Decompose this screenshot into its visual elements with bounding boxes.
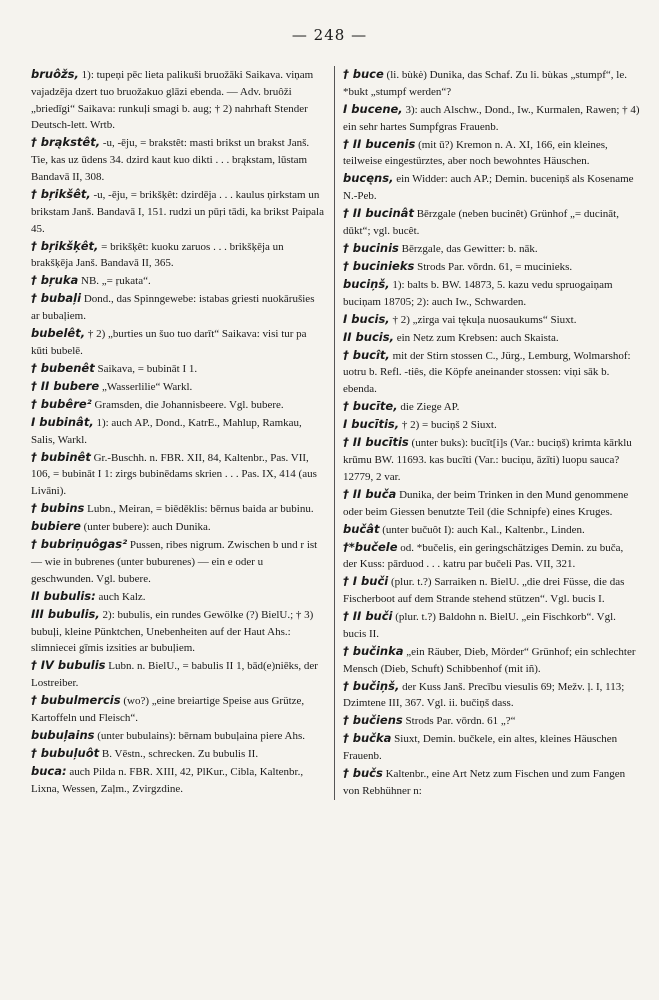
dictionary-entry — [31, 272, 325, 290]
right-column — [334, 66, 640, 800]
entry-headword: † II bucītis — [343, 435, 409, 450]
entry-headword: † bubins — [31, 501, 85, 516]
entry-text: Gramsden, die Johannisbeere. Vgl. bubere. — [91, 398, 284, 411]
entry-text: 1): tupeņi pēc lieta palikuši bruožāki Saikava. viņam vajadzēja dzert tuo bruožakuo glāzi ebenda. — Adv. bruôži „briedīgi“ Saikava: runkuļi smagi b. aug; † 2) nahrhaft Stender Deutsch-lett. Wrtb. — [31, 69, 314, 132]
entry-headword: † bubulmercis — [31, 693, 121, 708]
entry-headword: † bubêre² — [31, 396, 92, 411]
dictionary-entry — [31, 727, 325, 745]
entry-text: Siuxt, Demin. bučkele, ein altes, kleines Häuschen Frauenb. — [343, 733, 618, 763]
dictionary-entry — [343, 678, 640, 713]
entry-text: 3): auch Alschw., Dond., Iw., Kurmalen, Rawen; † 4) ein sehr hartes Sumpfgras Frauenb. — [343, 103, 640, 133]
dictionary-entry — [343, 311, 640, 329]
entry-text: (unter bubere): auch Dunika. — [80, 521, 211, 534]
dictionary-entry — [343, 276, 640, 311]
entry-headword: † brąkstêt, — [31, 135, 101, 150]
dictionary-entry — [31, 186, 325, 237]
entry-text: 1): balts b. BW. 14873, 5. kazu vedu spruogaiņam buciņam 18705; 2): auch Iw., Schwarden. — [343, 278, 613, 308]
entry-headword: † bubaļi — [31, 291, 82, 306]
entry-text: (li. bùkė) Dunika, das Schaf. Zu li. bùkas „stumpf“, le. *bukt „stumpf werden“? — [343, 69, 627, 98]
entry-text: Dunika, der beim Trinken in den Mund genommene oder beim Giessen benutzte Teil (die Schnipfe) eines Kruges. — [343, 488, 629, 518]
entry-headword: † II buča — [343, 486, 397, 501]
entry-text: Kaltenbr., eine Art Netz zum Fischen und zum Fangen von Rebhühner n: — [343, 768, 626, 797]
entry-headword: I bucītis, — [343, 417, 400, 432]
entry-text: NB. „= ŗukata“. — [78, 275, 151, 288]
entry-headword: † bubuļuôt — [31, 745, 100, 760]
dictionary-entry — [343, 643, 640, 678]
entry-text: 2): bubulis, ein rundes Gewölke (?) BielU.; † 3) bubuļi, kleine Pünktchen, Unebenheiten auf der Haut Ahs.: slimniecei gīmis izsities ar bubuļiem. — [31, 608, 314, 655]
dictionary-entry — [343, 486, 640, 521]
entry-text: (wo?) „eine breiartige Speise aus Grütze, Kartoffeln und Fleisch“. — [31, 695, 305, 724]
entry-headword: † bučka — [343, 731, 392, 746]
entry-text: ein Netz zum Krebsen: auch Skaista. — [393, 331, 559, 344]
entry-text: der Kuss Janš. Precību viesulis 69; Mežv. ļ. I, 113; Dzimtene III, 367. Vgl. ii. bučiņš dass. — [343, 680, 625, 710]
dictionary-entry — [31, 66, 325, 134]
dictionary-entry — [343, 608, 640, 643]
entry-text: Bērzgale (neben bucinêt) Grünhof „= ducināt, dūkt“; vgl. bucêt. — [343, 208, 619, 237]
entry-headword: II bucis, — [343, 329, 394, 344]
dictionary-entry — [343, 101, 640, 136]
dictionary-entry — [31, 238, 325, 273]
entry-headword: † bŗikšêt, — [31, 186, 91, 201]
dictionary-entry — [343, 136, 640, 171]
dictionary-entry — [31, 325, 325, 360]
dictionary-entry — [343, 347, 640, 398]
dictionary-entry — [343, 66, 640, 101]
entry-text: „Wasserlilie“ Warkl. — [99, 380, 193, 393]
entry-headword: buciņš, — [343, 276, 390, 291]
entry-text: Bērzgale, das Gewitter: b. nāk. — [398, 242, 538, 255]
entry-headword: † buce — [343, 67, 384, 81]
entry-headword: bučât — [343, 521, 380, 536]
entry-text: † 2) = buciņš 2 Siuxt. — [399, 419, 497, 432]
dictionary-entry — [343, 240, 640, 258]
entry-text: Pussen, ribes nigrum. Zwischen b und r ist — wie in bubrenes (unter buburenes) — ein e oder u geschwunden. Vgl. bubere. — [31, 539, 318, 585]
entry-text: Strods Par. vōrdn. 61 „?“ — [402, 715, 516, 728]
entry-headword: bubelêt, — [31, 326, 86, 341]
entry-headword: † bučs — [343, 766, 383, 781]
entry-text: (unter bučuôt I): auch Kal., Kaltenbr., Linden. — [379, 523, 585, 536]
entry-headword: I bucene, — [343, 101, 403, 116]
entry-headword: buca: — [31, 763, 67, 778]
entry-text: † 2) „zirga vai tękuļa nuosaukums“ Siuxt. — [389, 313, 577, 326]
dictionary-entry — [343, 573, 640, 608]
dictionary-entry — [343, 712, 640, 730]
entry-text: Lubn., Meiran, = biēdēklis: bērnus baida ar bubinu. — [84, 503, 314, 516]
entry-headword: † bŗuka — [31, 273, 79, 288]
dictionary-entry — [31, 763, 325, 798]
dictionary-entry — [31, 606, 325, 657]
dictionary-entry — [31, 692, 325, 727]
entry-text: Strods Par. vōrdn. 61, = mucinieks. — [414, 260, 573, 273]
entry-headword: † IV bubulis — [31, 658, 106, 673]
entry-headword: † II bucinât — [343, 206, 414, 221]
entry-text: Gr.-Buschh. n. FBR. XII, 84, Kaltenbr., Pas. VII, 106, = bubināt I 1: zirgs bubinēdams skrien . . . Pas. IX, 414 (aus Livāni). — [31, 451, 317, 498]
dictionary-entry — [31, 134, 325, 185]
dictionary-entry — [31, 500, 325, 518]
entry-headword: III bubulis, — [31, 606, 100, 621]
entry-text: = brikšķêt: kuoku zaruos . . . brikšķēja un brakšķēja Janš. Bandavā II, 365. — [31, 240, 284, 270]
entry-headword: I bucis, — [343, 311, 390, 326]
entry-headword: † bubinêt — [31, 449, 91, 464]
entry-text: mit der Stirn stossen C., Jürg., Lemburg, Wolmarshof: uotru b. Refl. -tiês, die Köpfe aneinander stossen: viņi sāk b. ebenda. — [343, 349, 631, 396]
entry-text: † 2) „burties un šuo tuo darīt“ Saikava: visi tur pa kūti bubelē. — [31, 328, 307, 357]
dictionary-entry — [343, 521, 640, 539]
entry-text: (unter bubulains): bērnam bubuļaina piere Ahs. — [94, 729, 305, 742]
dictionary-entry — [31, 518, 325, 536]
entry-headword: bubiere — [31, 519, 81, 534]
entry-text: (mit ū?) Kremon n. A. XI, 166, ein kleines, teilweise eingestürztes, aber noch bewohntes Häuschen. — [343, 138, 608, 168]
dictionary-entry — [31, 449, 325, 500]
entry-text: (plur. t.?) Baldohn n. BielU. „ein Fischkorb“. Vgl. bucis II. — [343, 611, 616, 640]
entry-headword: † bubenêt — [31, 360, 95, 375]
entry-text: (unter buks): bucīt[i]s (Var.: buciņš) krimta kārklu krūmu BW. 11693. kas bucīti (Var.: buciņu, āzīti) luopu sauca? 12779, 2 var. — [343, 437, 632, 483]
dictionary-entry — [343, 434, 640, 485]
entry-headword: bucęns, — [343, 171, 394, 186]
dictionary-entry — [343, 258, 640, 276]
entry-headword: † bŗikšķêt, — [31, 238, 99, 253]
columns — [31, 66, 643, 800]
entry-headword: † bucît, — [343, 347, 390, 362]
dictionary-entry — [31, 290, 325, 325]
entry-text: auch Kalz. — [95, 590, 146, 603]
dictionary-entry — [343, 205, 640, 240]
entry-text: Dond., das Spinngewebe: istabas griesti nuokārušies ar bubaļiem. — [31, 293, 315, 323]
entry-headword: † II bucenis — [343, 136, 416, 151]
entry-headword: † bucīte, — [343, 399, 398, 414]
page-number: — 248 — — [291, 26, 368, 44]
entry-headword: bubuļains — [31, 727, 95, 742]
dictionary-entry — [31, 414, 325, 449]
dictionary-entry — [31, 396, 325, 414]
entry-headword: † bučinka — [343, 643, 404, 658]
entry-text: ein Widder: auch AP.; Demin. buceniņš als Kosename N.-Peb. — [343, 173, 634, 203]
entry-headword: † II bubere — [31, 378, 100, 393]
entry-text: auch Pilda n. FBR. XIII, 42, PlKur., Cibla, Kaltenbr., Lixna, Wessen, Zaļm., Zvirgzdine. — [31, 765, 304, 795]
dictionary-entry — [31, 360, 325, 378]
dictionary-entry — [31, 588, 325, 606]
entry-text: -u, -ēju, = brakstêt: masti brikst un brakst Janš. Tie, kas uz ūdens 34. dzird kaut kuo dikti . . . brąkstam, lūstam Bandavā II, 308. — [31, 137, 310, 183]
dictionary-entry — [343, 329, 640, 347]
entry-headword: I bubinât, — [31, 414, 94, 429]
entry-headword: †*bučele — [343, 539, 398, 554]
entry-text: od. *bučelis, ein geringschätziges Demin. zu buča, der Kuss: pārduod . . . katru par bučeli Pas. VII, 321. — [343, 541, 624, 571]
entry-headword: II bubulis: — [31, 588, 96, 603]
entry-text: Saikava, = bubināt I 1. — [94, 362, 198, 375]
dictionary-entry — [343, 416, 640, 434]
entry-text: (plur. t.?) Sarraiken n. BielU. „die drei Füsse, die das Fischerboot auf dem Strande stehend stützen“. Vgl. bucis I. — [343, 576, 625, 606]
entry-headword: † bubriņuôgas² — [31, 537, 128, 552]
entry-text: B. Vēstn., schrecken. Zu bubulis II. — [99, 747, 259, 760]
dictionary-entry — [343, 170, 640, 205]
entry-text: 1): auch AP., Dond., KatrE., Mahlup, Ramkau, Salis, Warkl. — [31, 416, 302, 446]
entry-headword: † II buči — [343, 609, 393, 624]
dictionary-entry — [31, 657, 325, 692]
entry-text: -u, -ēju, = brikšķêt: dzirdēja . . . kaulus ņirkstam un brikstam Janš. Bandavā I, 151. rudzi un pūŗi tādi, ka brikst Paipala 45. — [31, 188, 324, 235]
dictionary-entry — [343, 730, 640, 765]
entry-text: die Ziege AP. — [397, 401, 460, 414]
dictionary-entry — [343, 765, 640, 800]
entry-headword: † bucinis — [343, 240, 399, 255]
entry-text: Lubn. n. BielU., = babulis II 1, bād(e)niēks, der Lostreiber. — [31, 660, 318, 690]
dictionary-entry — [343, 539, 640, 574]
entry-text: „ein Räuber, Dieb, Mörder“ Grünhof; ein schlechter Mensch (Dieb, Schuft) Schibbenhof (mit iñ). — [343, 645, 636, 675]
dictionary-entry — [31, 745, 325, 763]
entry-headword: bruôžs, — [31, 67, 79, 81]
entry-headword: † bučiens — [343, 713, 403, 728]
dictionary-entry — [31, 536, 325, 587]
dictionary-entry — [343, 398, 640, 416]
entry-headword: † bucinieks — [343, 258, 415, 273]
left-column — [31, 66, 334, 800]
entry-headword: † I buči — [343, 574, 389, 589]
entry-headword: † bučiņš, — [343, 678, 400, 693]
dictionary-entry — [31, 378, 325, 396]
